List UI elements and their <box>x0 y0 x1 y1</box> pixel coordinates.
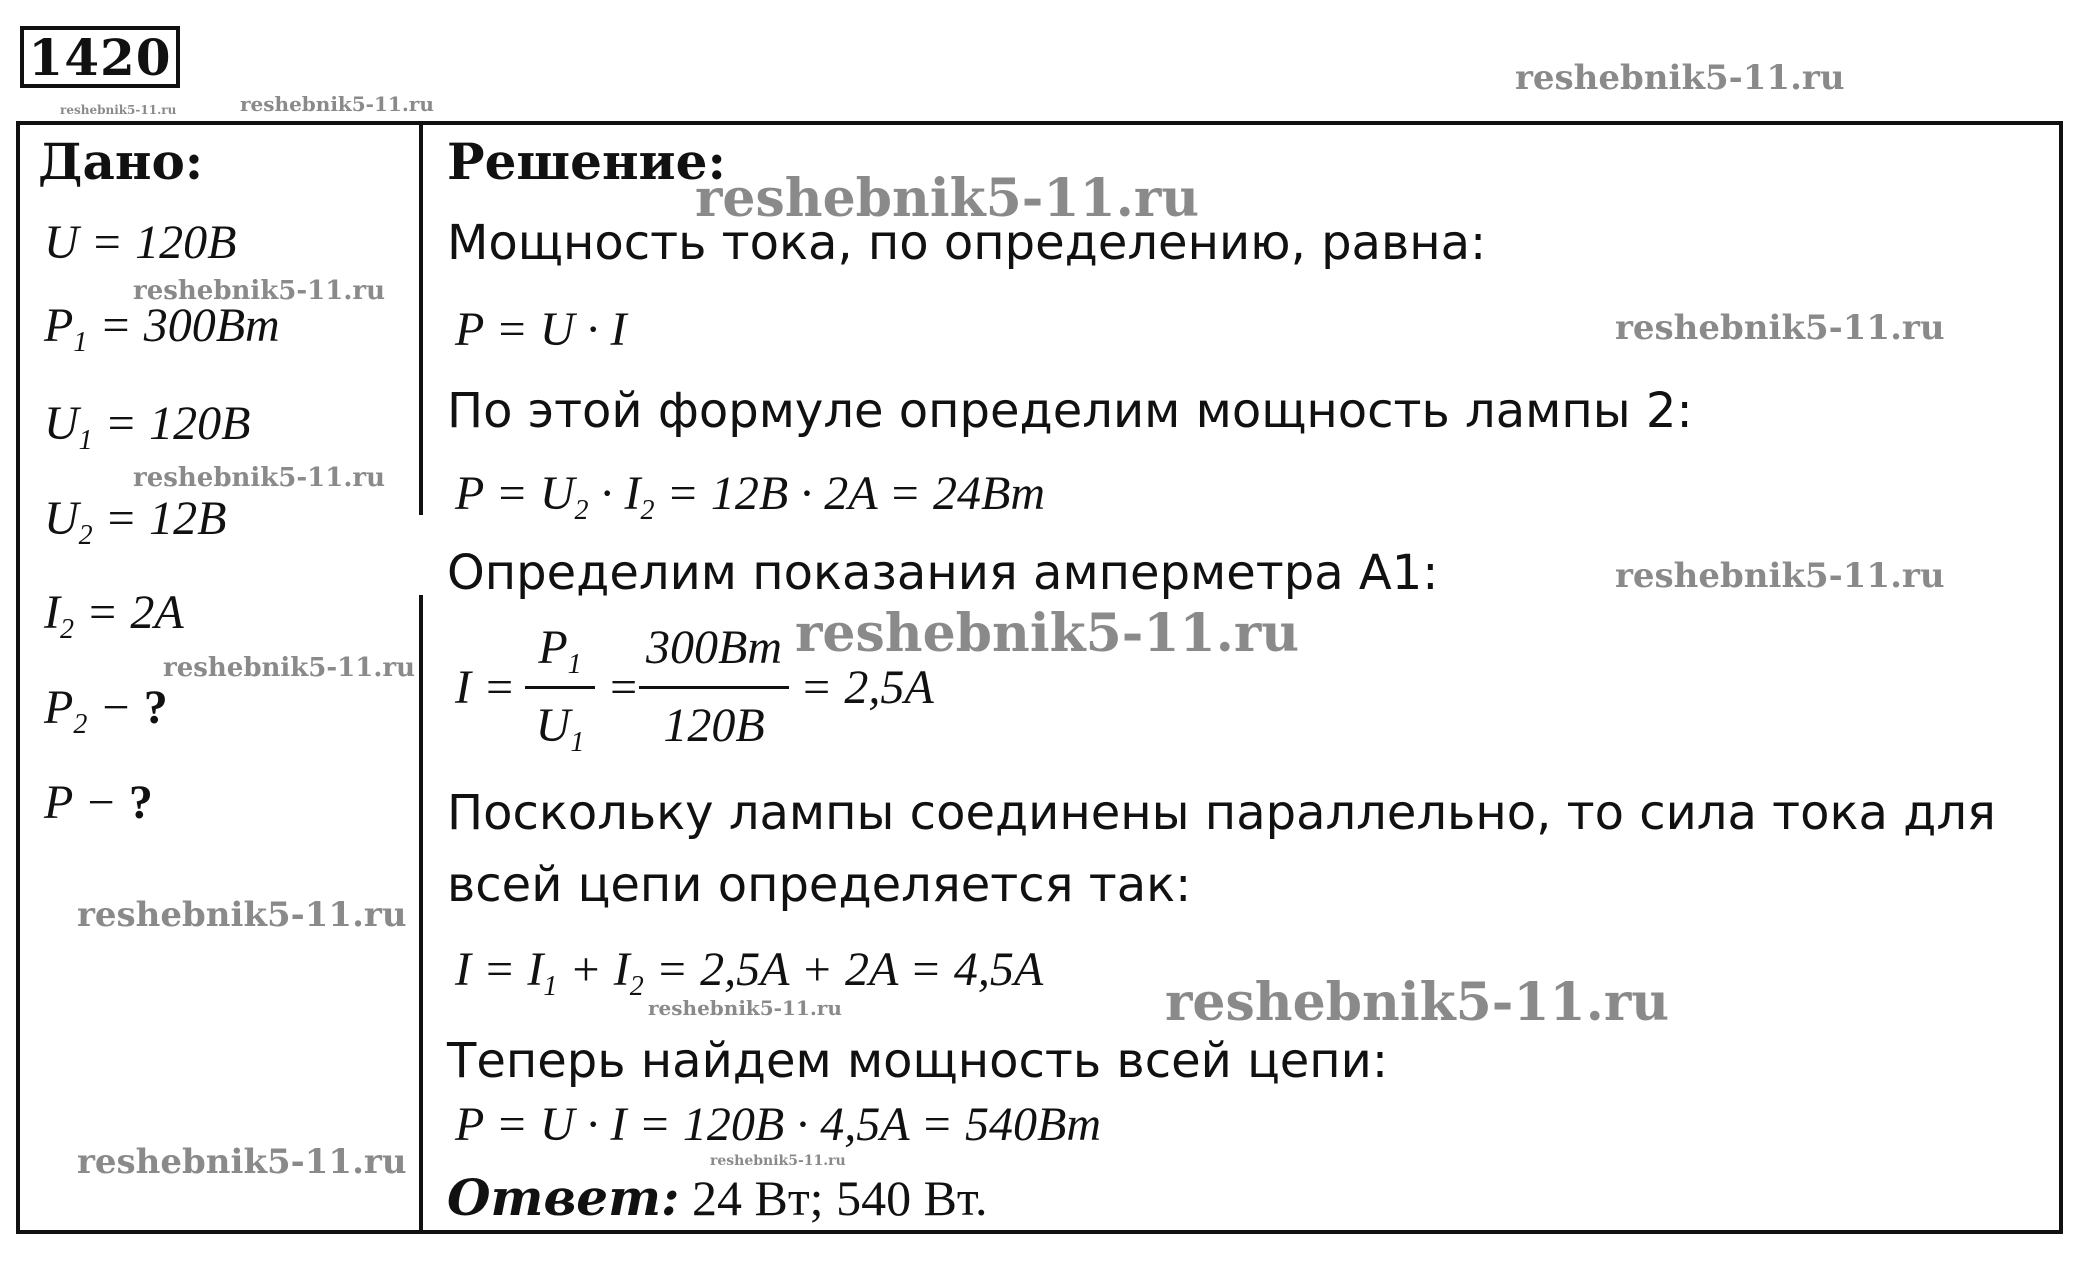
watermark: reshebnik5-11.ru <box>163 653 416 683</box>
formula: $I = I_1 + I_2 = 2,5A + 2A = 4,5A$ <box>455 943 1044 1002</box>
given-item: U = 120B <box>44 216 237 269</box>
equals-sign: = <box>607 661 640 714</box>
watermark: reshebnik5-11.ru <box>1515 58 1845 98</box>
solution-text: всей цепи определяется так: <box>447 857 1192 913</box>
watermark: reshebnik5-11.ru <box>60 103 177 117</box>
given-item: $U_1 = 120B$ <box>44 397 251 456</box>
watermark: reshebnik5-11.ru <box>710 1153 846 1169</box>
solution-text: По этой формуле определим мощность лампы 2: <box>447 383 1693 439</box>
formula: P = U · I <box>455 303 627 356</box>
watermark: reshebnik5-11.ru <box>77 895 407 935</box>
watermark: reshebnik5-11.ru <box>240 92 434 116</box>
solution-text: Поскольку лампы соединены параллельно, то сила тока для <box>447 785 1996 841</box>
given-item: $P_1 = 300Bm$ <box>44 299 280 358</box>
answer: Ответ: 24 Вт; 540 Вт. <box>447 1168 988 1227</box>
problem-number: 1420 <box>20 26 180 88</box>
column-divider <box>419 121 423 1234</box>
watermark: reshebnik5-11.ru <box>133 463 386 493</box>
given-item: $P_2$ − ? <box>44 681 168 740</box>
watermark: reshebnik5-11.ru <box>1615 556 1945 596</box>
given-item: $U_2 = 12B$ <box>44 492 227 551</box>
watermark: reshebnik5-11.ru <box>795 603 1300 664</box>
solution-text: Мощность тока, по определению, равна: <box>447 215 1487 271</box>
formula-lhs: I = <box>455 661 516 714</box>
watermark: reshebnik5-11.ru <box>648 996 842 1020</box>
given-item: $I_2 = 2A$ <box>44 586 184 645</box>
solution-heading: Решение: <box>447 132 726 191</box>
watermark: reshebnik5-11.ru <box>695 168 1200 229</box>
given-item: P − ? <box>44 776 153 829</box>
formula: P = U · I = 120B · 4,5A = 540Bm <box>455 1098 1102 1151</box>
watermark: reshebnik5-11.ru <box>1165 972 1670 1033</box>
watermark: reshebnik5-11.ru <box>133 276 386 306</box>
watermark: reshebnik5-11.ru <box>1615 308 1945 348</box>
solution-text: Определим показания амперметра А1: <box>447 545 1439 601</box>
solution-text: Теперь найдем мощность всей цепи: <box>447 1033 1389 1089</box>
divider-gap <box>414 515 426 595</box>
watermark: reshebnik5-11.ru <box>77 1142 407 1182</box>
given-heading: Дано: <box>38 132 204 191</box>
formula-result: = 2,5A <box>800 661 934 714</box>
formula: $P = U_2 \cdot I_2 = 12B \cdot 2A = 24Bm$ <box>455 467 1046 526</box>
